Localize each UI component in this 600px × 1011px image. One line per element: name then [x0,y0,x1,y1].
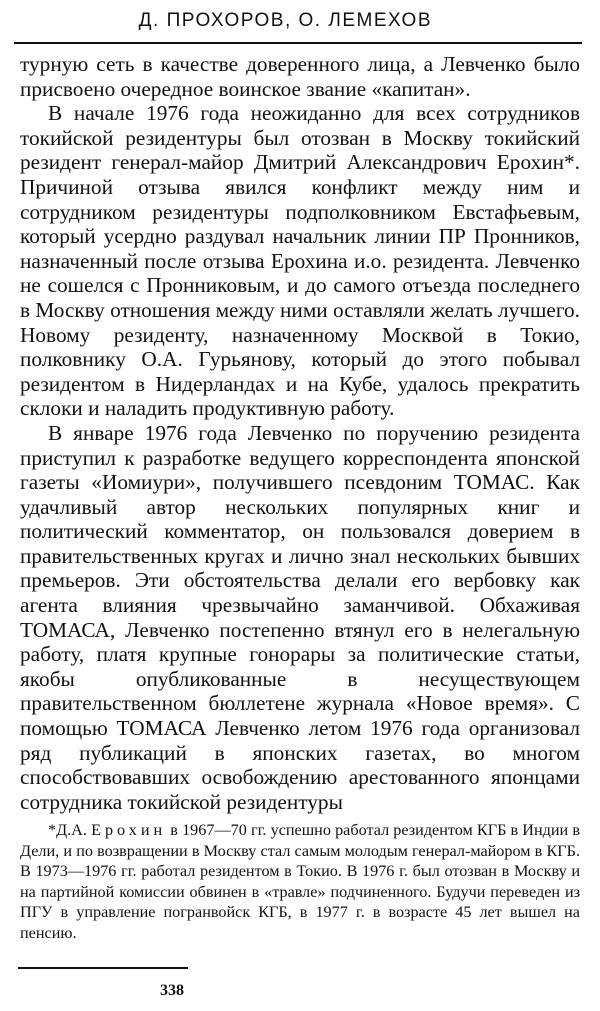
running-head: Д. ПРОХОРОВ, О. ЛЕМЕХОВ [138,10,432,31]
footnote-marker: * [48,821,57,839]
paragraph-continuation: турную сеть в качестве доверенного лица, а Левченко было присвоено очередное воинское звание «капитан». [20,52,580,101]
footnote [20,820,580,943]
main-text [20,52,580,814]
page-number: 338 [160,982,184,999]
footnote-surname: Ерохин [91,821,167,839]
paragraph-tomas: В январе 1976 года Левченко по поручению резидента приступил к разработке ведущего корреспондента японской газеты «Иомиури», получившего псевдоним ТОМАС. Как удачливый автор нескольких популярных книг и политический комментатор, он пользовался доверием в правительственных кругах и лично знал нескольких бывших премьеров. Эти обстоятельства делали его вербовку как агента влияния чрезвычайно заманчивой. Обхаживая ТОМАСА, Левченко постепенно втянул его в нелегальную работу, платя крупные гонорары за политические статьи, якобы опубликованные в несуществующем правительственном бюллетене журнала «Новое время». С помощью ТОМАСА Левченко летом 1976 года организовал ряд публикаций в японских газетах, во многом способствовавших освобождению арестованного японцами сотрудника токийской резидентуры [20,420,580,814]
footer-rule [18,967,188,969]
header-rule [14,42,582,44]
footnote-initials: Д.А. [56,821,87,839]
footnote-text: в 1967—70 гг. успешно работал резидентом КГБ в Индии в Дели, и по возвращении в Москву стал самым молодым генерал-майором в КГБ. В 1973—1976 гг. работал резидентом в Токио. В 1976 г. был отозван в Москву и на партийной комиссии обвинен в «травле» подчиненного. Будучи переведен из ПГУ в управление погранвойск КГБ, в 1977 г. в возрасте 45 лет вышел на пенсию. [20,821,580,942]
paragraph-erokhin-recall: В начале 1976 года неожиданно для всех сотрудников токийской резидентуры был отозван в Москву токийский резидент генерал-майор Дмитрий Александрович Ерохин*. Причиной отзыва явился конфликт между ним и сотрудником резидентуры подполковником Евстафьевым, который усердно раздувал начальник линии ПР Пронников, назначенный после отзыва Ерохина и.о. резидента. Левченко не сошелся с Пронниковым, и до самого отъезда последнего в Москву отношения между ними оставляли желать лучшего. Новому резиденту, назначенному Москвой в Токио, полковнику О.А. Гурьянову, который до этого побывал резидентом в Нидерландах и на Кубе, удалось прекратить склоки и наладить продуктивную работу. [20,101,580,421]
